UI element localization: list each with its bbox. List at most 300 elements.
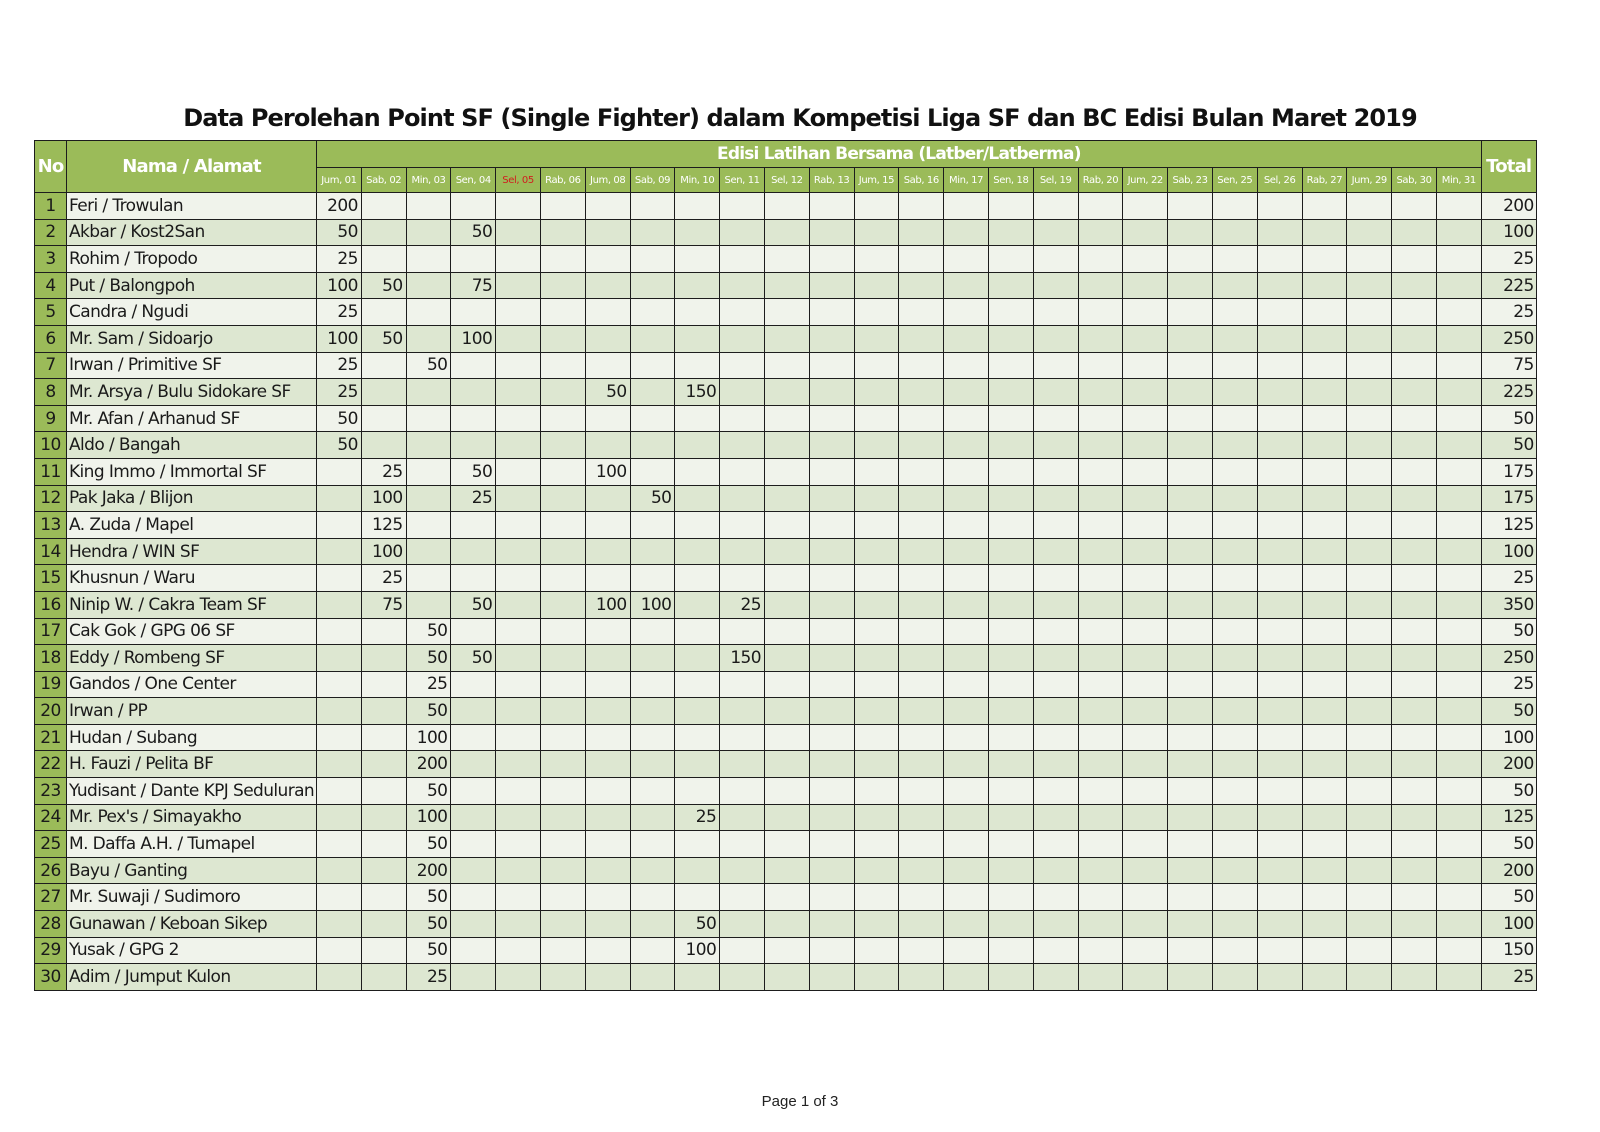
point-cell <box>585 272 630 299</box>
point-cell: 100 <box>675 937 720 964</box>
point-cell <box>1392 645 1437 672</box>
point-cell <box>764 272 809 299</box>
total-cell: 100 <box>1481 724 1536 751</box>
participant-name: Eddy / Rombeng SF <box>67 645 317 672</box>
point-cell <box>317 857 362 884</box>
point-cell <box>809 512 854 539</box>
point-cell <box>496 432 541 459</box>
point-cell <box>809 458 854 485</box>
point-cell <box>1347 193 1392 220</box>
point-cell <box>1123 485 1168 512</box>
point-cell <box>540 964 585 991</box>
total-cell: 200 <box>1481 751 1536 778</box>
point-cell <box>1436 857 1481 884</box>
point-cell <box>1033 671 1078 698</box>
point-cell <box>1257 857 1302 884</box>
point-cell <box>1212 911 1257 938</box>
point-cell <box>1078 485 1123 512</box>
point-cell <box>720 246 765 273</box>
point-cell <box>585 751 630 778</box>
point-cell <box>1257 565 1302 592</box>
point-cell <box>720 804 765 831</box>
point-cell <box>1168 485 1213 512</box>
point-cell <box>720 911 765 938</box>
point-cell <box>540 246 585 273</box>
row-number: 7 <box>35 352 67 379</box>
point-cell <box>675 325 720 352</box>
point-cell <box>854 193 899 220</box>
point-cell <box>317 671 362 698</box>
point-cell <box>809 352 854 379</box>
total-cell: 75 <box>1481 352 1536 379</box>
point-cell <box>1033 804 1078 831</box>
table-row <box>35 565 1537 592</box>
total-cell: 225 <box>1481 379 1536 406</box>
point-cell <box>540 671 585 698</box>
point-cell <box>585 698 630 725</box>
point-cell <box>406 458 451 485</box>
point-cell <box>1168 618 1213 645</box>
point-cell <box>630 645 675 672</box>
table-row <box>35 299 1537 326</box>
point-cell <box>1392 272 1437 299</box>
page-title: Data Perolehan Point SF (Single Fighter) dalam Kompetisi Liga SF dan BC Edisi Bulan Maret 2019 <box>183 104 1417 132</box>
point-cell <box>361 937 406 964</box>
point-cell <box>1392 485 1437 512</box>
point-cell <box>630 432 675 459</box>
point-cell <box>1347 512 1392 539</box>
participant-name: Candra / Ngudi <box>67 299 317 326</box>
point-cell <box>988 352 1033 379</box>
point-cell <box>1212 193 1257 220</box>
point-cell <box>496 618 541 645</box>
point-cell <box>809 937 854 964</box>
header-day: Jum, 29 <box>1347 168 1392 193</box>
point-cell: 50 <box>630 485 675 512</box>
point-cell <box>809 911 854 938</box>
point-cell <box>451 751 496 778</box>
participant-name: Bayu / Ganting <box>67 857 317 884</box>
point-cell <box>1392 937 1437 964</box>
point-cell: 50 <box>406 884 451 911</box>
point-cell <box>854 219 899 246</box>
point-cell <box>1392 193 1437 220</box>
participant-name: Mr. Sam / Sidoarjo <box>67 325 317 352</box>
row-number: 13 <box>35 512 67 539</box>
point-cell <box>1392 538 1437 565</box>
point-cell <box>317 565 362 592</box>
point-cell: 25 <box>451 485 496 512</box>
point-cell <box>1212 325 1257 352</box>
point-cell <box>1436 565 1481 592</box>
row-number: 28 <box>35 911 67 938</box>
table-row <box>35 671 1537 698</box>
point-cell <box>944 432 989 459</box>
point-cell <box>899 405 944 432</box>
total-cell: 200 <box>1481 193 1536 220</box>
table-row <box>35 272 1537 299</box>
row-number: 10 <box>35 432 67 459</box>
point-cell <box>1302 193 1347 220</box>
point-cell <box>540 405 585 432</box>
point-cell <box>1257 591 1302 618</box>
point-cell <box>1078 219 1123 246</box>
point-cell <box>585 778 630 805</box>
point-cell <box>361 193 406 220</box>
header-day: Jum, 08 <box>585 168 630 193</box>
header-day: Rab, 06 <box>540 168 585 193</box>
point-cell <box>1257 618 1302 645</box>
participant-name: Gandos / One Center <box>67 671 317 698</box>
point-cell <box>1436 325 1481 352</box>
point-cell <box>988 618 1033 645</box>
point-cell <box>1436 671 1481 698</box>
point-cell <box>675 831 720 858</box>
point-cell <box>1302 219 1347 246</box>
point-cell <box>1123 219 1168 246</box>
point-cell <box>675 246 720 273</box>
point-cell <box>1392 299 1437 326</box>
point-cell <box>899 831 944 858</box>
point-cell <box>451 565 496 592</box>
point-cell <box>1123 698 1168 725</box>
point-cell <box>675 219 720 246</box>
point-cell <box>630 964 675 991</box>
point-cell <box>1212 964 1257 991</box>
point-cell <box>944 804 989 831</box>
point-cell <box>1078 618 1123 645</box>
point-cell <box>1212 724 1257 751</box>
point-cell <box>630 246 675 273</box>
point-cell <box>1078 325 1123 352</box>
participant-name: Mr. Suwaji / Sudimoro <box>67 884 317 911</box>
point-cell <box>496 246 541 273</box>
point-cell <box>1436 246 1481 273</box>
point-cell: 50 <box>406 645 451 672</box>
point-cell <box>1257 485 1302 512</box>
point-cell <box>1078 272 1123 299</box>
point-cell <box>406 565 451 592</box>
point-cell <box>764 193 809 220</box>
point-cell <box>451 512 496 539</box>
point-cell <box>1212 698 1257 725</box>
point-cell <box>630 698 675 725</box>
point-cell <box>988 964 1033 991</box>
point-cell: 75 <box>451 272 496 299</box>
point-cell <box>764 911 809 938</box>
point-cell <box>1212 591 1257 618</box>
point-cell <box>1078 964 1123 991</box>
point-cell: 50 <box>406 618 451 645</box>
table-row <box>35 405 1537 432</box>
point-cell <box>540 937 585 964</box>
point-cell <box>585 671 630 698</box>
point-cell <box>630 671 675 698</box>
point-cell <box>1123 379 1168 406</box>
table-row <box>35 831 1537 858</box>
point-cell <box>899 193 944 220</box>
header-day: Sel, 26 <box>1257 168 1302 193</box>
point-cell <box>1347 751 1392 778</box>
point-cell <box>1033 778 1078 805</box>
point-cell <box>988 671 1033 698</box>
row-number: 24 <box>35 804 67 831</box>
row-number: 23 <box>35 778 67 805</box>
point-cell <box>585 911 630 938</box>
point-cell <box>899 219 944 246</box>
point-cell <box>809 219 854 246</box>
point-cell <box>720 751 765 778</box>
point-cell <box>1168 591 1213 618</box>
point-cell <box>406 512 451 539</box>
point-cell: 50 <box>317 219 362 246</box>
row-number: 6 <box>35 325 67 352</box>
point-cell <box>1033 884 1078 911</box>
point-cell <box>361 618 406 645</box>
point-cell <box>1078 432 1123 459</box>
point-cell <box>1123 751 1168 778</box>
point-cell <box>1436 618 1481 645</box>
point-cell <box>1257 299 1302 326</box>
point-cell <box>1302 857 1347 884</box>
point-cell <box>1302 964 1347 991</box>
point-cell <box>1078 698 1123 725</box>
row-number: 2 <box>35 219 67 246</box>
point-cell <box>809 432 854 459</box>
point-cell <box>1436 751 1481 778</box>
point-cell <box>988 219 1033 246</box>
point-cell <box>1033 512 1078 539</box>
point-cell <box>630 751 675 778</box>
total-cell: 50 <box>1481 778 1536 805</box>
point-cell <box>406 272 451 299</box>
point-cell <box>361 751 406 778</box>
point-cell <box>1257 325 1302 352</box>
point-cell <box>451 538 496 565</box>
point-cell <box>630 618 675 645</box>
point-cell <box>899 884 944 911</box>
point-cell <box>585 512 630 539</box>
point-cell <box>630 272 675 299</box>
point-cell <box>540 193 585 220</box>
point-cell <box>496 751 541 778</box>
point-cell <box>1257 458 1302 485</box>
point-cell <box>1257 911 1302 938</box>
point-cell <box>1033 432 1078 459</box>
point-cell <box>1257 937 1302 964</box>
point-cell <box>675 538 720 565</box>
point-cell <box>1347 857 1392 884</box>
point-cell <box>944 565 989 592</box>
total-cell: 175 <box>1481 485 1536 512</box>
point-cell <box>944 193 989 220</box>
participant-name: Yudisant / Dante KPJ Seduluran <box>67 778 317 805</box>
point-cell <box>720 671 765 698</box>
point-cell <box>1436 538 1481 565</box>
point-cell <box>585 325 630 352</box>
point-cell <box>451 778 496 805</box>
point-cell <box>496 512 541 539</box>
point-cell <box>1212 458 1257 485</box>
point-cell <box>809 485 854 512</box>
point-cell <box>361 804 406 831</box>
table-row <box>35 645 1537 672</box>
point-cell <box>540 432 585 459</box>
point-cell <box>854 485 899 512</box>
header-day: Sel, 12 <box>764 168 809 193</box>
point-cell <box>585 618 630 645</box>
point-cell <box>1123 937 1168 964</box>
participant-name: Mr. Afan / Arhanud SF <box>67 405 317 432</box>
point-cell <box>406 538 451 565</box>
point-cell <box>1168 299 1213 326</box>
point-cell <box>1033 219 1078 246</box>
point-cell <box>1168 857 1213 884</box>
point-cell: 25 <box>720 591 765 618</box>
point-cell <box>361 671 406 698</box>
point-cell <box>406 246 451 273</box>
header-name: Nama / Alamat <box>67 141 317 193</box>
point-cell <box>1302 618 1347 645</box>
point-cell <box>1078 193 1123 220</box>
header-day: Jum, 22 <box>1123 168 1168 193</box>
point-cell <box>1302 831 1347 858</box>
point-cell <box>1212 379 1257 406</box>
point-cell <box>1436 884 1481 911</box>
participant-name: Akbar / Kost2San <box>67 219 317 246</box>
point-cell <box>451 804 496 831</box>
row-number: 17 <box>35 618 67 645</box>
point-cell: 50 <box>585 379 630 406</box>
point-cell <box>854 272 899 299</box>
point-cell <box>1347 618 1392 645</box>
point-cell <box>988 379 1033 406</box>
point-cell <box>585 352 630 379</box>
header-day: Sen, 11 <box>720 168 765 193</box>
total-cell: 25 <box>1481 299 1536 326</box>
point-cell <box>1392 458 1437 485</box>
point-cell <box>540 884 585 911</box>
point-cell <box>809 698 854 725</box>
point-cell <box>1302 379 1347 406</box>
point-cell <box>720 565 765 592</box>
point-cell <box>1212 432 1257 459</box>
row-number: 15 <box>35 565 67 592</box>
point-cell <box>1392 219 1437 246</box>
point-cell <box>361 379 406 406</box>
point-cell <box>496 379 541 406</box>
row-number: 22 <box>35 751 67 778</box>
point-cell <box>1168 538 1213 565</box>
point-cell <box>720 485 765 512</box>
point-cell: 100 <box>585 458 630 485</box>
point-cell <box>317 645 362 672</box>
point-cell <box>944 964 989 991</box>
point-cell <box>1347 379 1392 406</box>
point-cell <box>406 485 451 512</box>
point-cell <box>1392 698 1437 725</box>
point-cell <box>496 698 541 725</box>
point-cell <box>1436 299 1481 326</box>
table-row <box>35 379 1537 406</box>
point-cell <box>1302 246 1347 273</box>
point-cell <box>1168 379 1213 406</box>
point-cell <box>809 857 854 884</box>
point-cell <box>1302 591 1347 618</box>
point-cell <box>1302 884 1347 911</box>
point-cell <box>496 458 541 485</box>
total-cell: 100 <box>1481 911 1536 938</box>
point-cell <box>720 538 765 565</box>
point-cell <box>1347 778 1392 805</box>
point-cell <box>854 778 899 805</box>
point-cell <box>1302 299 1347 326</box>
point-cell <box>944 512 989 539</box>
point-cell: 200 <box>406 857 451 884</box>
point-cell <box>809 671 854 698</box>
total-cell: 25 <box>1481 565 1536 592</box>
point-cell <box>988 884 1033 911</box>
point-cell <box>1078 857 1123 884</box>
point-cell <box>1392 911 1437 938</box>
point-cell <box>1123 325 1168 352</box>
point-cell: 25 <box>317 246 362 273</box>
point-cell <box>1212 352 1257 379</box>
page-footer: Page 1 of 3 <box>761 1093 839 1110</box>
point-cell: 25 <box>317 352 362 379</box>
point-cell <box>1392 432 1437 459</box>
point-cell <box>809 645 854 672</box>
point-cell <box>899 352 944 379</box>
point-cell <box>630 831 675 858</box>
point-cell <box>764 246 809 273</box>
point-cell <box>496 778 541 805</box>
point-cell <box>630 884 675 911</box>
point-cell <box>317 591 362 618</box>
point-cell <box>540 538 585 565</box>
point-cell <box>1033 352 1078 379</box>
point-cell <box>809 724 854 751</box>
total-cell: 250 <box>1481 325 1536 352</box>
header-no: No <box>35 141 67 193</box>
point-cell <box>988 831 1033 858</box>
point-cell <box>988 432 1033 459</box>
total-cell: 25 <box>1481 964 1536 991</box>
total-cell: 50 <box>1481 884 1536 911</box>
point-cell <box>1078 724 1123 751</box>
point-cell <box>944 645 989 672</box>
point-cell <box>944 379 989 406</box>
point-cell <box>317 778 362 805</box>
point-cell <box>1123 724 1168 751</box>
point-cell <box>1212 405 1257 432</box>
point-cell: 50 <box>406 698 451 725</box>
point-cell <box>720 432 765 459</box>
point-cell <box>630 565 675 592</box>
point-cell <box>585 831 630 858</box>
point-cell <box>1212 272 1257 299</box>
point-cell <box>764 618 809 645</box>
point-cell <box>1212 831 1257 858</box>
point-cell <box>630 405 675 432</box>
point-cell <box>1436 804 1481 831</box>
point-cell <box>451 964 496 991</box>
point-cell <box>317 512 362 539</box>
point-cell <box>451 618 496 645</box>
total-cell: 25 <box>1481 671 1536 698</box>
point-cell <box>675 405 720 432</box>
point-cell <box>764 937 809 964</box>
